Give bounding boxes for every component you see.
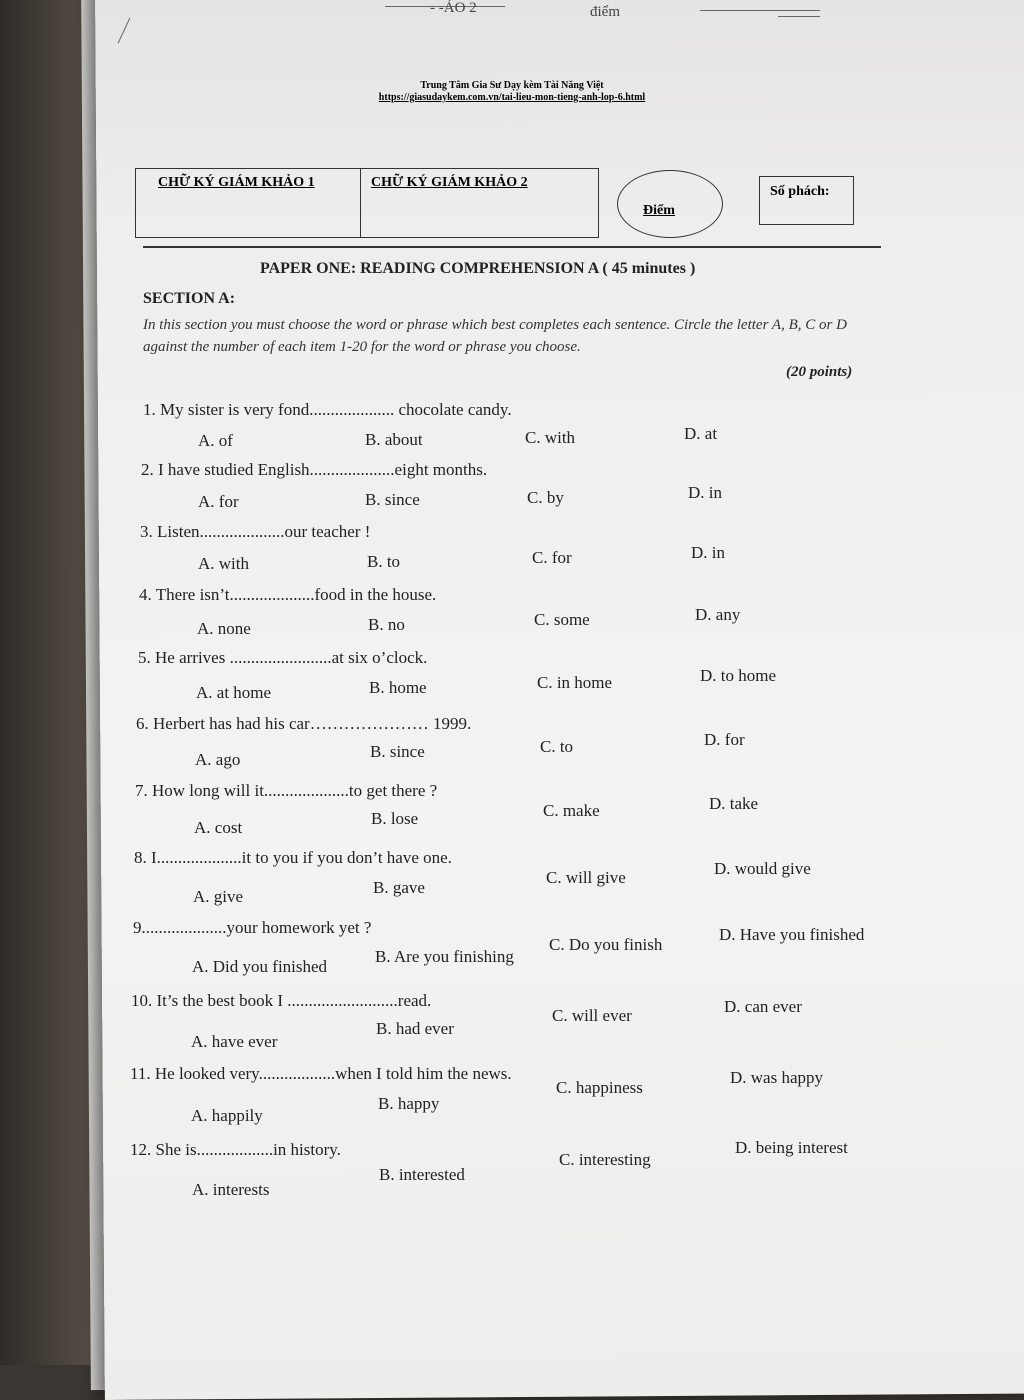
site-url[interactable]: https://giasudaykem.com.vn/tai-lieu-mon-tieng-anh-lop-6.html bbox=[378, 92, 646, 103]
option-c: C. happiness bbox=[556, 1078, 643, 1097]
option-d: D. for bbox=[704, 730, 745, 749]
points-label: (20 points) bbox=[786, 364, 853, 380]
option-b: B. to bbox=[367, 552, 401, 571]
top-line bbox=[778, 16, 820, 17]
option-a: A. happily bbox=[191, 1106, 263, 1125]
option-b: B. since bbox=[365, 490, 420, 509]
option-a: A. at home bbox=[196, 683, 272, 702]
option-d: D. any bbox=[695, 605, 741, 624]
option-c: C. to bbox=[540, 737, 574, 756]
option-a: A. interests bbox=[192, 1180, 270, 1199]
option-c: C. some bbox=[534, 610, 590, 629]
question-text: 9....................your homework yet ? bbox=[133, 918, 372, 937]
question-text: 3. Listen....................our teacher ! bbox=[140, 522, 371, 541]
option-a: A. cost bbox=[194, 818, 243, 837]
option-c: C. make bbox=[543, 801, 600, 820]
option-b: B. lose bbox=[371, 809, 419, 828]
option-d: D. would give bbox=[714, 859, 811, 878]
examiner2-label: CHỮ KÝ GIÁM KHẢO 2 bbox=[371, 175, 528, 190]
option-d: D. Have you finished bbox=[719, 925, 865, 944]
question-text: 11. He looked very..................when I told him the news. bbox=[130, 1064, 512, 1083]
option-a: A. ago bbox=[195, 750, 241, 769]
option-b: B. had ever bbox=[376, 1019, 454, 1038]
examiner1-label: CHỮ KÝ GIÁM KHẢO 1 bbox=[158, 175, 315, 190]
option-d: D. was happy bbox=[730, 1068, 824, 1087]
instructions: In this section you must choose the word or phrase which best completes each sentence. Circle the letter A, B, C or D against the number of each item 1-20 for the word or phrase you choose. bbox=[143, 317, 847, 355]
code-box bbox=[759, 176, 854, 225]
question-text: 1. My sister is very fond.................... chocolate candy. bbox=[143, 400, 512, 419]
option-b: B. since bbox=[370, 742, 425, 761]
question-text: 8. I....................it to you if you don’t have one. bbox=[134, 848, 452, 867]
option-d: D. can ever bbox=[724, 997, 802, 1016]
option-d: D. in bbox=[688, 483, 722, 502]
option-c: C. in home bbox=[537, 673, 613, 692]
option-c: C. Do you finish bbox=[549, 935, 663, 954]
question-text: 10. It’s the best book I ..........................read. bbox=[131, 991, 432, 1010]
question-text: 7. How long will it....................to get there ? bbox=[135, 781, 438, 800]
option-d: D. in bbox=[691, 543, 725, 562]
option-b: B. no bbox=[368, 615, 405, 634]
question-text: 4. There isn’t....................food in the house. bbox=[139, 585, 437, 604]
option-d: D. being interest bbox=[735, 1138, 848, 1157]
option-b: B. home bbox=[369, 678, 427, 697]
option-c: C. with bbox=[525, 428, 576, 447]
option-a: A. none bbox=[197, 619, 251, 638]
center-name: Trung Tâm Gia Sư Dạy kèm Tài Năng Việt bbox=[420, 80, 604, 91]
option-a: A. of bbox=[198, 431, 233, 450]
question-text: 12. She is..................in history. bbox=[130, 1140, 341, 1159]
score-label: Điểm bbox=[643, 203, 675, 218]
option-a: A. give bbox=[193, 887, 244, 906]
option-c: C. by bbox=[527, 488, 564, 507]
option-b: B. Are you finishing bbox=[375, 947, 514, 966]
option-c: C. will give bbox=[546, 868, 626, 887]
option-b: B. about bbox=[365, 430, 423, 449]
option-a: A. Did you finished bbox=[192, 957, 328, 976]
option-c: C. will ever bbox=[552, 1006, 632, 1025]
top-line bbox=[700, 10, 820, 11]
option-b: B. gave bbox=[373, 878, 425, 897]
option-a: A. with bbox=[198, 554, 249, 573]
option-b: B. interested bbox=[379, 1165, 465, 1184]
option-a: A. for bbox=[198, 492, 239, 511]
option-c: C. for bbox=[532, 548, 572, 567]
paper-title: PAPER ONE: READING COMPREHENSION A ( 45 minutes ) bbox=[260, 260, 696, 277]
option-b: B. happy bbox=[378, 1094, 440, 1113]
score-oval bbox=[617, 170, 723, 238]
question-text: 5. He arrives ........................at six o’clock. bbox=[138, 648, 428, 667]
question-text: 2. I have studied English....................eight months. bbox=[141, 460, 488, 479]
box-divider bbox=[360, 169, 361, 237]
option-d: D. to home bbox=[700, 666, 777, 685]
top-fragment-right: điểm bbox=[590, 4, 620, 20]
option-a: A. have ever bbox=[191, 1032, 278, 1051]
option-d: D. take bbox=[709, 794, 759, 813]
code-label: Số phách: bbox=[770, 184, 830, 199]
top-fragment-left: - -ẢO 2 bbox=[430, 0, 477, 16]
question-text: 6. Herbert has had his car………………… 1999. bbox=[136, 714, 472, 733]
option-c: C. interesting bbox=[559, 1150, 651, 1169]
examiner-signature-box bbox=[135, 168, 599, 238]
option-d: D. at bbox=[684, 424, 718, 443]
section-title: SECTION A: bbox=[143, 290, 236, 307]
header-rule bbox=[143, 246, 881, 248]
